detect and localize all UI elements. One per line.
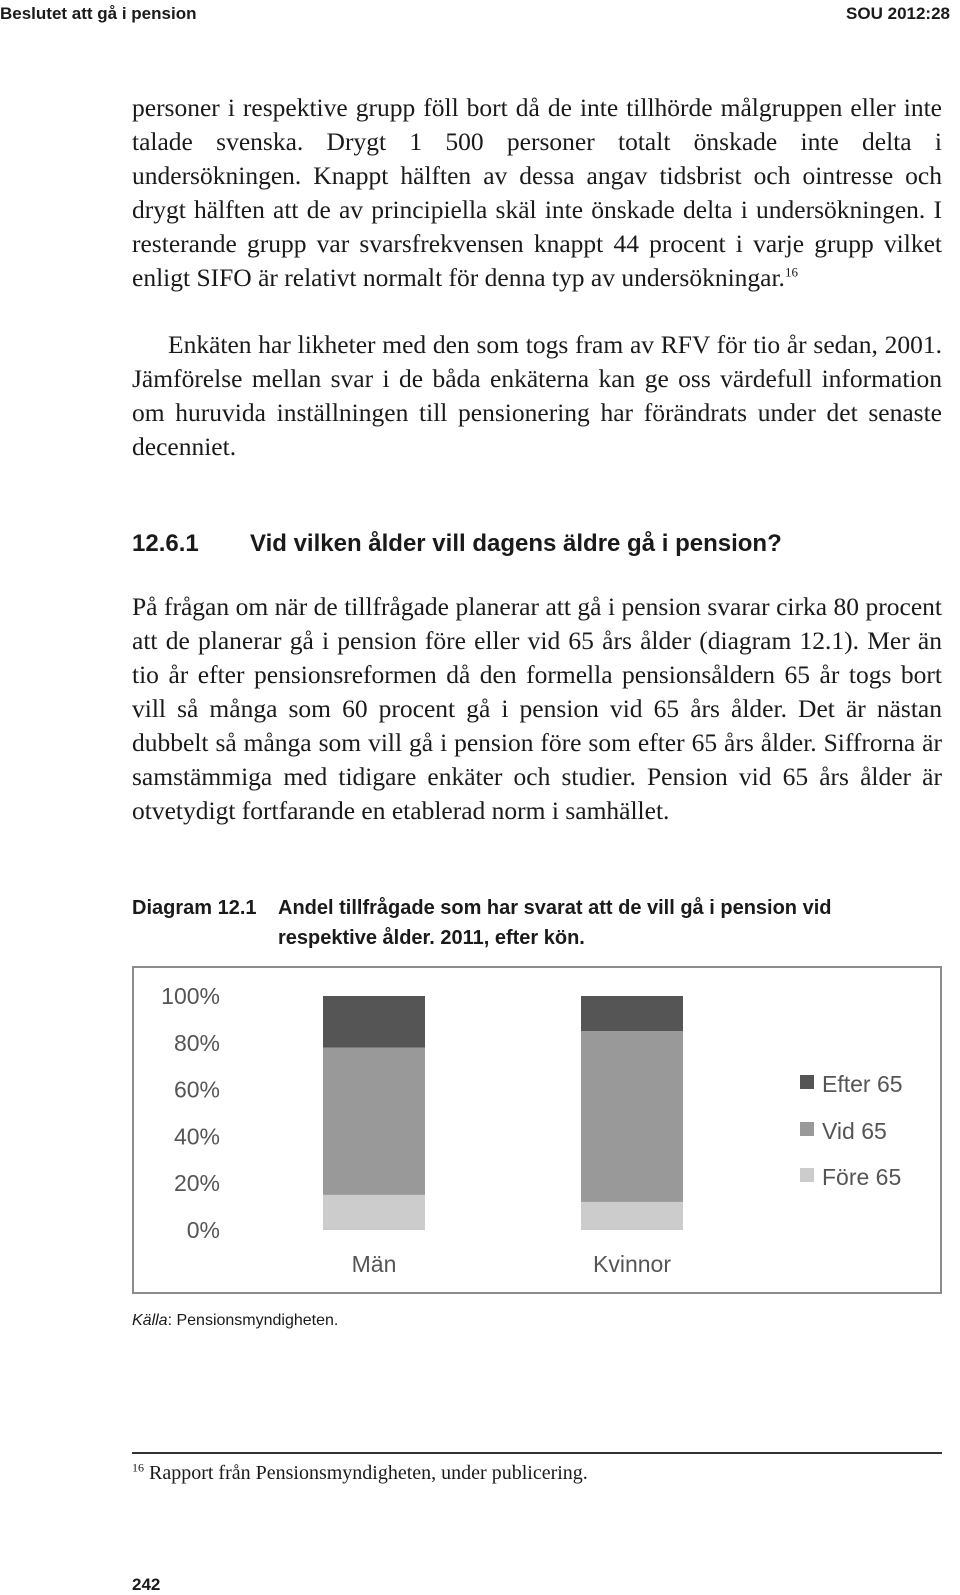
bar-segment (581, 1202, 683, 1230)
page-number: 242 (132, 1575, 161, 1594)
bar-segment (581, 1031, 683, 1202)
paragraph-comparison: Enkäten har likheter med den som togs fram av RFV för tio år sedan, 2001. Jämförelse mellan svar i de båda enkäterna kan ge oss värdefull information om huruvida inställningen till pensionering har förändrats under det senaste decenniet. (132, 330, 942, 461)
y-tick-label: 80% (173, 1029, 220, 1056)
chart-frame (132, 966, 942, 1294)
paragraph-retirement-age: På frågan om när de tillfrågade planerar att gå i pension svarar cirka 80 procent att de planerar gå i pension före eller vid 65 års ålder (diagram 12.1). Mer än tio år efter pensionsreformen då den formella pensionsåldern 65 år togs bort vill så många som 60 procent gå i pension vid 65 års ålder. Det är nästan dubbelt så många som vill gå i pension före som efter 65 års ålder. Siffrorna är samstämmiga med tidigare enkäter och studier. Pension vid 65 års ålder är otvetydigt fortfarande en etablerad norm i samhället. (132, 592, 942, 825)
section-number: 12.6.1 (132, 530, 199, 557)
footnote (132, 1462, 588, 1485)
source-label: Källa (132, 1312, 168, 1329)
bar-segment (323, 1195, 425, 1230)
running-header-title: Beslutet att gå i pension (0, 4, 197, 23)
stacked-bar-chart (134, 968, 940, 1292)
footnote-reference[interactable]: 16 (784, 264, 798, 280)
legend-label: Vid 65 (822, 1118, 887, 1144)
figure-source (132, 1312, 338, 1330)
y-tick-label: 0% (186, 1217, 220, 1243)
legend-swatch (800, 1075, 814, 1089)
legend-label: Före 65 (822, 1164, 902, 1190)
legend-swatch (800, 1168, 814, 1182)
figure-label: Diagram 12.1 (132, 897, 257, 919)
y-tick-label: 100% (161, 983, 220, 1009)
bar-segment (323, 1047, 425, 1194)
paragraph-survey-response (132, 91, 942, 295)
figure-caption-text: Andel tillfrågade som har svarat att de vill gå i pension vid respektive ålder. 2011, efter kön. (278, 897, 832, 949)
running-header-report-id: SOU 2012:28 (846, 4, 950, 23)
bar-segment (581, 996, 683, 1031)
footnote-marker: 16 (132, 1460, 144, 1475)
section-heading (132, 530, 942, 558)
paragraph-text: personer i respektive grupp föll bort då de inte tillhörde målgruppen eller inte talade svenska. Drygt 1 500 personer totalt önskade inte delta i undersökningen. Knappt hälften av dessa angav tidsbrist och ointresse och drygt hälften att de av principiella skäl inte önskade delta i undersökningen. I resterande grupp var svarsfrekvensen knappt 44 procent i varje grupp vilket enligt SIFO är relativt normalt för denna typ av undersökningar. (132, 93, 942, 292)
y-tick-label: 20% (173, 1170, 220, 1197)
footnote-text: Rapport från Pensionsmyndigheten, under publicering. (149, 1462, 588, 1484)
section-title: Vid vilken ålder vill dagens äldre gå i pension? (250, 530, 782, 557)
x-category-label: Kvinnor (593, 1251, 671, 1277)
x-category-label: Män (351, 1251, 397, 1277)
running-header (0, 4, 950, 28)
source-text: : Pensionsmyndigheten. (167, 1312, 339, 1329)
footnote-divider (132, 1452, 942, 1454)
y-tick-label: 60% (173, 1076, 220, 1103)
bar-segment (323, 996, 425, 1047)
legend-label: Efter 65 (822, 1071, 903, 1097)
y-tick-label: 40% (173, 1123, 220, 1150)
legend-swatch (800, 1122, 814, 1136)
